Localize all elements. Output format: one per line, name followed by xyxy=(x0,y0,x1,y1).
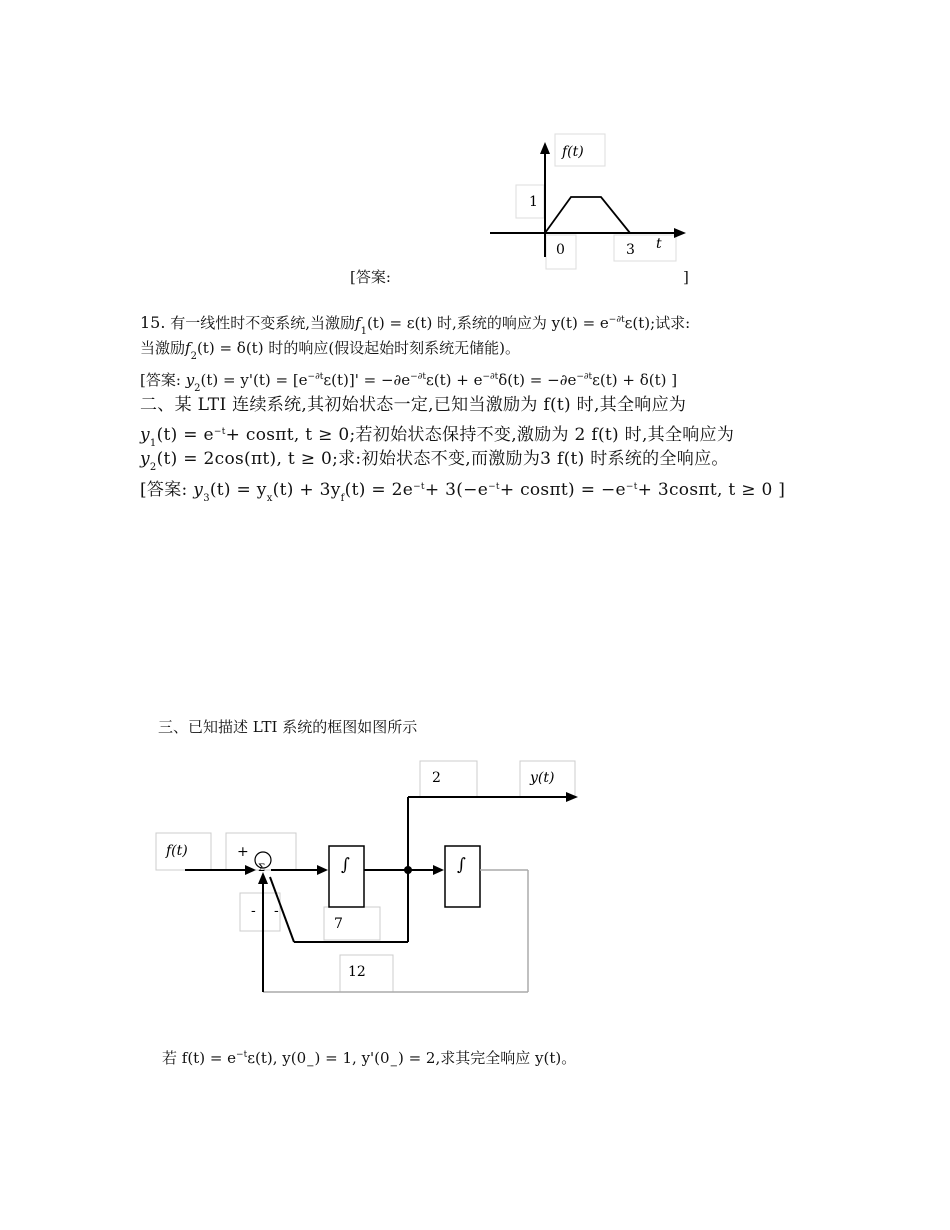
sum-symbol: Σ xyxy=(258,863,266,874)
q3-condition: 若 $f(t) = e^{-t}\varepsilon(t)$, $y(0_-) = 1$, $y'(0_-) = 2$,求其完全响应 y(t)。 xyxy=(162,1049,577,1072)
integrator-2-symbol: ∫ xyxy=(457,855,466,875)
answer-close: ] xyxy=(683,268,689,286)
plus-sign: + xyxy=(237,844,249,860)
q2-line-1: 二、某 LTI 连续系统,其初始状态一定,已知当激励为 f(t) 时,其全响应为 xyxy=(140,395,687,415)
answer-open: [答案: xyxy=(350,268,391,286)
q2-answer: [答案: $y_3(t) = y_x(t) + 3y_f(t) = 2e^{-t}+ 3(-e^{-t}+ \cos\pi t) = -e^{-t}+ 3\cos\pi t$, t ≥ 0 ] xyxy=(140,480,786,504)
x-tick-3: 3 xyxy=(626,242,635,258)
q3-title: 三、已知描述 LTI 系统的框图如图所示 xyxy=(158,718,418,736)
q15-line-1: 15. 有一线性时不变系统,当激励$f_1(t) = \varepsilon(t)$ 时,系统的响应为 $y(t) = e^{-\partial t}\varepsilon(t)$;试求: xyxy=(140,313,691,337)
gain-12-label: 12 xyxy=(348,964,366,980)
minus-sign-2: - xyxy=(274,903,279,919)
input-label: f(t) xyxy=(166,843,188,859)
f-label: f(t) xyxy=(562,144,584,160)
block-diagram xyxy=(150,755,590,1000)
gain-2-label: 2 xyxy=(432,770,441,786)
minus-sign-1: - xyxy=(251,903,256,919)
q15-answer: [答案: $y_2(t) = y'(t) = [e^{-\partial t}\varepsilon(t)]' = -\partial e^{-\partial t}\varepsilon(t) + e^{-\partial t}\delta(t) = -\partial e^{-\partial t}\varepsilon(t) + \delta(t)$ ] xyxy=(140,371,678,394)
x-tick-0: 0 xyxy=(556,242,565,258)
integrator-1-symbol: ∫ xyxy=(341,855,350,875)
q15-line-2: 当激励$f_2(t) = \delta(t)$ 时的响应(假设起始时刻系统无储能)。 xyxy=(140,339,521,362)
t-label: t xyxy=(656,236,662,252)
trapezoid-signal-graph xyxy=(480,132,700,272)
gain-7-label: 7 xyxy=(334,916,343,932)
y-tick-1: 1 xyxy=(529,194,538,210)
q15-number: 15. xyxy=(140,313,166,332)
q2-line-3: $y_2(t) = 2\cos(\pi t)$, t ≥ 0;求:初始状态不变,而激励为3 f(t) 时系统的全响应。 xyxy=(140,449,729,473)
q2-line-2: $y_1(t) = e^{-t}+ \cos\pi t$, t ≥ 0;若初始状态保持不变,激励为 2 f(t) 时,其全响应为 xyxy=(140,425,735,449)
output-label: y(t) xyxy=(530,770,555,786)
